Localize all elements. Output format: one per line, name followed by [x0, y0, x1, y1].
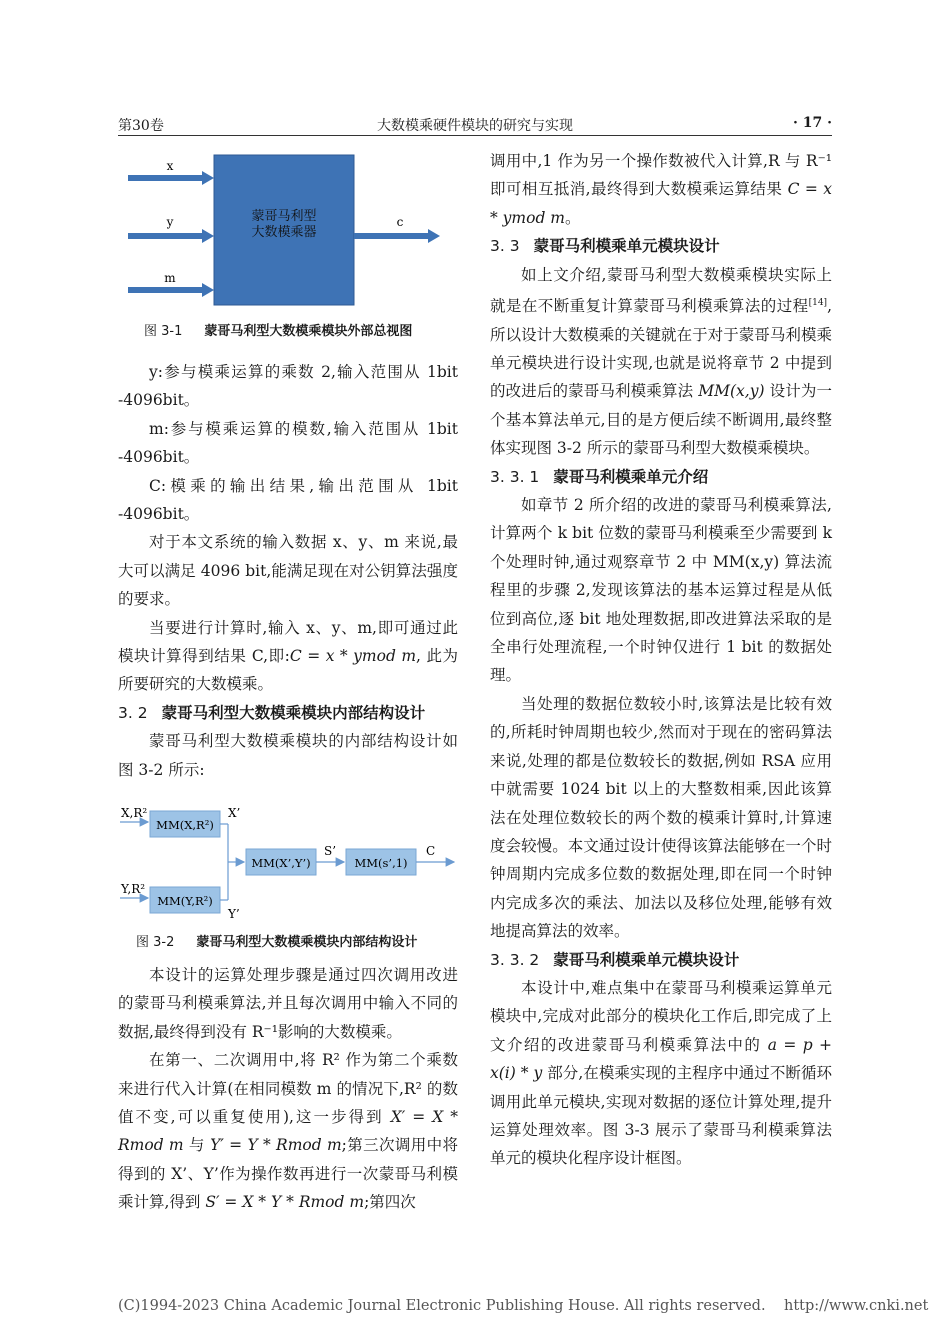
- running-header: [118, 112, 832, 136]
- citation-14: [14]: [808, 298, 828, 309]
- fig2-caption-num: 图 3-2: [136, 935, 175, 950]
- formula-c: C = x * ymod m: [289, 647, 417, 666]
- formula-a: a = p + x(i) * y: [490, 1035, 832, 1083]
- para-m-desc: m:参与模乘运算的模数,输入范围从 1bit -4096bit。: [118, 419, 458, 467]
- copyright-footer: (C)1994-2023 China Academic Journal Electronic Publishing House. All rights reserved. http://www.cnki.net: [118, 1298, 929, 1314]
- fig2-box3-label: MM(X’,Y’): [251, 856, 311, 870]
- fig2-caption-text: 蒙哥马利型大数模乘模块内部结构设计: [196, 935, 418, 950]
- formula-s-prime: S′ = X * Y * Rmod m: [205, 1193, 365, 1212]
- section-3-2-heading: 3. 2 蒙哥马利型大数模乘模块内部结构设计: [118, 703, 426, 722]
- fig2-in1: X,R²: [121, 806, 148, 820]
- volume-label: 第30卷: [118, 118, 164, 134]
- fig2-in2: Y,R²: [121, 882, 146, 896]
- formula-y-prime: Y′ = Y * Rmod m: [210, 1136, 342, 1155]
- para-unit-design: 本设计中,难点集中在蒙哥马利模乘运算单元模块中,完成对此部分的模块化工作后,即完成了上文介绍的改进蒙哥马利模乘算法中的 a = p + x(i) * y 部分,在模乘实现的主程序中通过不断循环调用此单元模块,实现对数据的逐位计算处理,提升运算处理效率。图 3-3 展示了蒙哥马利模乘算法单元的模块化程序设计框图。: [490, 978, 832, 1168]
- fig2-box2-label: MM(Y,R²): [157, 894, 213, 908]
- fig1-arrow-y: [128, 229, 214, 243]
- fig2-label-y: Y’: [228, 907, 240, 921]
- fig1-arrow-c: [354, 229, 440, 243]
- section-3-3-1-heading: 3. 3. 1 蒙哥马利模乘单元介绍: [490, 467, 709, 486]
- fig1-arrow-m: [128, 283, 214, 297]
- formula-x-prime: X′ = X * Rmod m: [118, 1108, 458, 1155]
- fig2-label-s: S’: [324, 844, 337, 858]
- section-3-3-heading: 3. 3 蒙哥马利模乘单元模块设计: [490, 237, 720, 256]
- para-compute: 当要进行计算时,输入 x、y、m,即可通过此模块计算得到结果 C,即:C = x * ymod m, 此为所要研究的大数模乘。: [118, 618, 458, 694]
- para-module-design: 如上文介绍,蒙哥马利型大数模乘模块实际上就是在不断重复计算蒙哥马利模乘算法的过程[14],所以设计大数模乘的关键就在于对于蒙哥马利模乘单元模块进行设计实现,也就是说将章节 2 中提到的改进后的蒙哥马利模乘算法 MM(x,y) 设计为一个基本算法单元,目的是方便后续不断调用,最终整体实现图 3-2 所示的蒙哥马利型大数模乘模块。: [490, 265, 832, 458]
- header-rule: [118, 135, 832, 136]
- fig1-block-line2: 大数模乘器: [251, 225, 317, 240]
- para-y-desc: y:参与模乘运算的乘数 2,输入范围从 1bit -4096bit。: [118, 363, 458, 410]
- fig1-label-y: y: [166, 215, 174, 229]
- figure-3-1: [118, 150, 448, 310]
- fig2-label-x: X’: [228, 806, 241, 820]
- left-column-bottom: [118, 961, 458, 1217]
- right-column: [490, 147, 832, 1173]
- running-title: 大数模乘硬件模块的研究与实现: [377, 118, 573, 134]
- figure-3-2-caption: [136, 931, 417, 950]
- fig2-box4-label: MM(s’,1): [354, 856, 408, 870]
- para-c-desc: C:模乘的输出结果,输出范围从 1bit -4096bit。: [118, 476, 458, 524]
- fig1-caption-text: 蒙哥马利型大数模乘模块外部总视图: [204, 324, 413, 339]
- fig1-block-line1: 蒙哥马利型: [251, 209, 317, 224]
- section-3-3-2-heading: 3. 3. 2 蒙哥马利模乘单元模块设计: [490, 950, 740, 969]
- para-input-range: 对于本文系统的输入数据 x、y、m 来说,最大可以满足 4096 bit,能满足现在对公钥算法强度的要求。: [118, 533, 458, 609]
- fig1-arrow-x: [128, 171, 214, 185]
- para-efficiency: 当处理的数据位数较小时,该算法是比较有效的,所耗时钟周期也较少,然而对于现在的密码算法来说,处理的都是位数较长的数据,例如 RSA 应用中就需要 1024 bit 以上的大整数相乘,因此该算法在处理位数较长的两个数的模乘计算时,计算速度会较慢。本文通过设计使得该算法能够在一个时钟周期内完成多位数的数据处理,即在同一个时钟内完成多次的乘法、加法以及移位处理,能够有效地提高算法的效率。: [490, 694, 832, 941]
- figure-3-2: [118, 802, 463, 926]
- para-unit-intro: 如章节 2 所介绍的改进的蒙哥马利模乘算法,计算两个 k bit 位数的蒙哥马利模乘至少需要到 k 个处理时钟,通过观察章节 2 中 MM(x,y) 算法流程里的步骤 2,发现该算法的基本运算过程是从低位到高位,逐 bit 地处理数据,即改进算法采取的是全串行处理流程,一个时钟仅进行 1 bit 的数据处理。: [490, 496, 832, 685]
- formula-mm: MM(x,y): [698, 382, 765, 401]
- figure-3-1-caption: [144, 320, 412, 339]
- para-first-second-call: 在第一、二次调用中,将 R² 作为第二个乘数来进行代入计算(在相同模数 m 的情况下,R² 的数值不变,可以重复使用),这一步得到 X′ = X * Rmod m 与 Y′ = Y * Rmod m;第三次调用中将得到的 X’、Y’作为操作数再进行一次蒙哥马利模乘计算,得到 S′ = X * Y * Rmod m;第四次: [118, 1051, 458, 1212]
- formula-c-final: C = x * ymod m: [490, 180, 832, 227]
- para-four-calls: 本设计的运算处理步骤是通过四次调用改进的蒙哥马利模乘算法,并且每次调用中输入不同的数据,最终得到没有 R⁻¹影响的大数模乘。: [118, 966, 458, 1041]
- page-number: · 17 ·: [793, 115, 832, 131]
- fig2-box1-label: MM(X,R²): [156, 818, 214, 832]
- para-fourth-call: 调用中,1 作为另一个操作数被代入计算,R 与 R⁻¹即可相互抵消,最终得到大数模乘运算结果 C = x * ymod m。: [490, 152, 832, 227]
- fig1-label-c: c: [396, 215, 404, 229]
- fig1-label-x: x: [166, 159, 174, 173]
- para-internal-design: 蒙哥马利型大数模乘模块的内部结构设计如图 3-2 所示:: [118, 732, 458, 779]
- fig1-caption-num: 图 3-1: [144, 324, 183, 339]
- fig2-label-c: C: [426, 844, 436, 858]
- fig1-label-m: m: [164, 271, 176, 285]
- left-column-top: [118, 358, 458, 784]
